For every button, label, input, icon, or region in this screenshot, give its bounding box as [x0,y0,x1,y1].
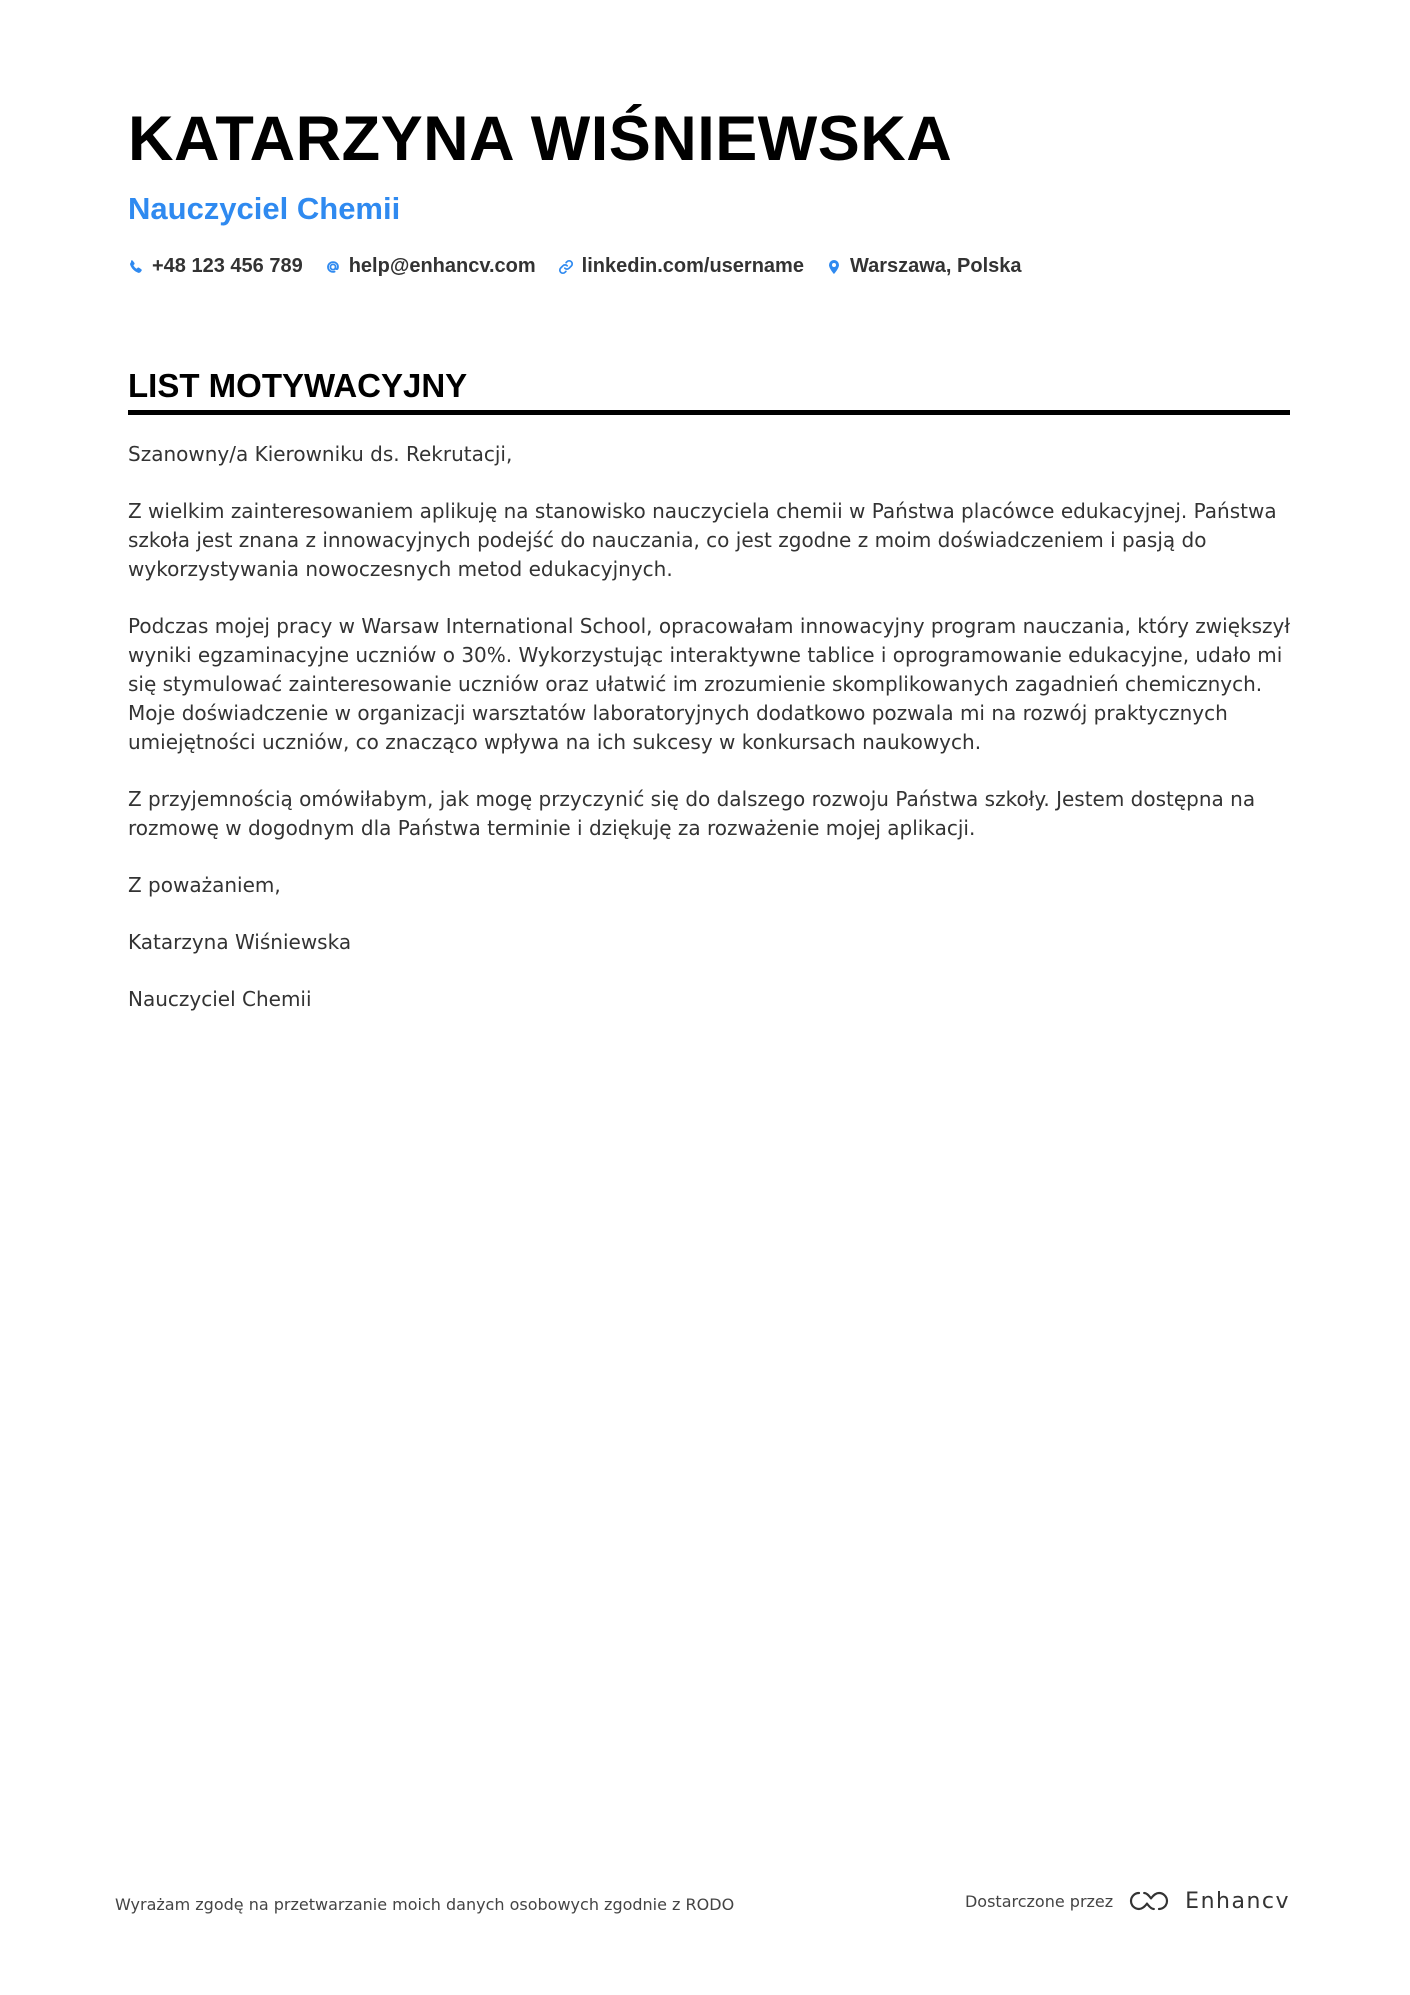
candidate-name: KATARZYNA WIŚNIEWSKA [128,104,953,174]
contact-phone[interactable] [128,255,303,278]
enhancv-logo-icon [1125,1887,1173,1915]
phone-icon [128,259,144,275]
signature-name: Katarzyna Wiśniewska [128,930,352,954]
contact-linkedin-text: linkedin.com/username [581,255,804,277]
contact-location-text: Warszawa, Polska [849,255,1022,277]
letter-closing: Z poważaniem, [128,873,281,897]
enhancv-brand: Enhancv [1185,1888,1290,1914]
section-title: LIST MOTYWACYJNY [128,367,468,404]
letter-paragraph: Z przyjemnością omówiłabym, jak mogę przyczynić się do dalszego rozwoju Państwa szkoły. Jestem dostępna na rozmowę w dogodnym dla Państwa terminie i dziękuję za rozważenie mojej aplikacji. [128,787,1256,840]
section-divider [128,410,1290,415]
contact-phone-text: +48 123 456 789 [152,255,303,277]
contact-location [826,255,1022,278]
letter-body [128,440,1290,1042]
gdpr-consent-note: Wyrażam zgodę na przetwarzanie moich danych osobowych zgodnie z RODO [115,1895,735,1914]
powered-by[interactable] [965,1887,1290,1915]
contact-email-text: help@enhancv.com [348,255,536,277]
letter-greeting: Szanowny/a Kierowniku ds. Rekrutacji, [128,442,513,466]
location-pin-icon [826,259,842,275]
contact-linkedin[interactable] [558,255,804,278]
contact-email[interactable] [325,255,536,278]
letter-paragraph: Podczas mojej pracy w Warsaw International School, opracowałam innowacyjny program nauczania, który zwiększył wyniki egzaminacyjne uczniów o 30%. Wykorzystując interaktywne tablice i oprogramowanie edukacyjne, udało mi się stymulować zainteresowanie uczniów oraz ułatwić im zrozumienie skomplikowanych zagadnień chemicznych. Moje doświadczenie w organizacji warsztatów laboratoryjnych dodatkowo pozwala mi na rozwój praktycznych umiejętności uczniów, co znacząco wpływa na ich sukcesy w konkursach naukowych. [128,614,1291,754]
at-icon [325,259,341,275]
contact-bar [128,255,1022,278]
letter-paragraph: Z wielkim zainteresowaniem aplikuję na stanowisko nauczyciela chemii w Państwa placówce edukacyjnej. Państwa szkoła jest znana z innowacyjnych podejść do nauczania, co jest zgodne z moim doświadczeniem i pasją do wykorzystywania nowoczesnych metod edukacyjnych. [128,499,1277,581]
candidate-title: Nauczyciel Chemii [128,191,401,226]
powered-by-label: Dostarczone przez [964,1891,1114,1911]
link-icon [558,259,574,275]
signature-title: Nauczyciel Chemii [128,987,312,1011]
